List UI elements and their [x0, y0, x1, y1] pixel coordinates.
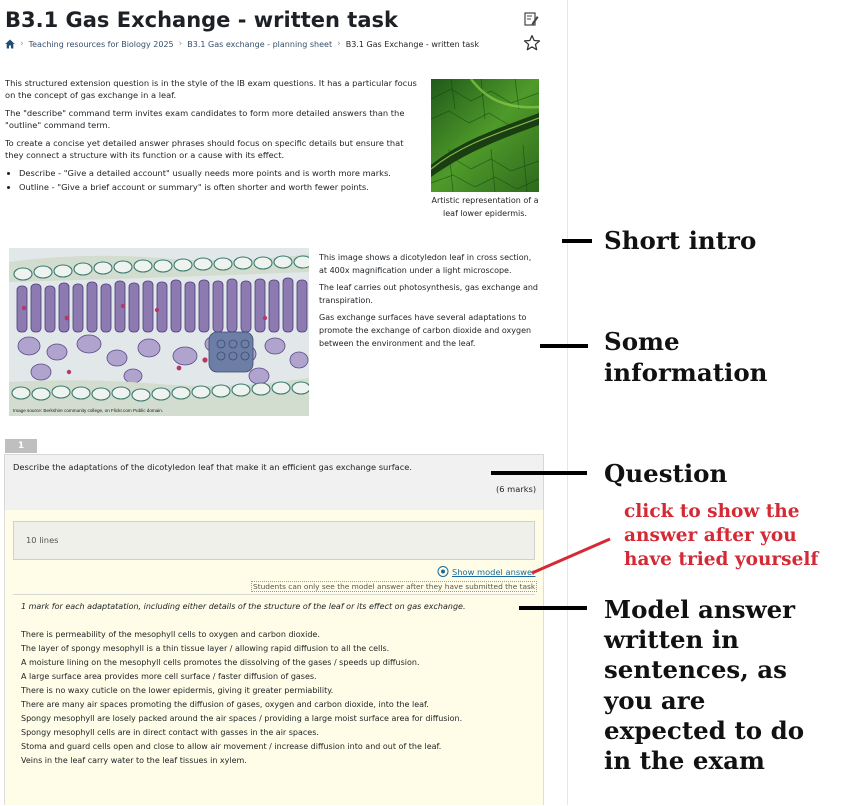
- annotation-question: Question: [604, 459, 728, 488]
- model-answer-line: Stoma and guard cells open and close to allow air movement / increase diffusion into and out of the leaf.: [21, 742, 442, 751]
- annotation-model-1: Model answer: [604, 595, 796, 624]
- annotation-info-line1: Some: [604, 327, 680, 356]
- answer-input[interactable]: [13, 521, 535, 560]
- model-answer-line: Veins in the leaf carry water to the leaf tissues in xylem.: [21, 756, 247, 765]
- command-term-list: [5, 167, 423, 193]
- info-paragraph: The leaf carries out photosynthesis, gas exchange and transpiration.: [319, 283, 538, 305]
- annotation-dash: [562, 239, 592, 243]
- intro-text: [5, 77, 423, 195]
- annotation-model-5: expected to do: [604, 716, 805, 745]
- annotation-dash: [491, 471, 587, 475]
- leaf-epidermis-image: [431, 79, 539, 192]
- annotation-dash: [540, 344, 588, 348]
- breadcrumb-current: B3.1 Gas Exchange - written task: [345, 39, 480, 49]
- image-credit: Image source: Berkshire community college, on Flickr.com Public domain.: [13, 408, 164, 413]
- annotation-arrow: [530, 536, 612, 576]
- show-model-answer-button[interactable]: [437, 566, 535, 577]
- question-marks: (6 marks): [496, 484, 537, 494]
- list-item: • Describe - "Give a detailed account" usually needs more points and is worth more marks.: [19, 167, 423, 179]
- answer-lines-label: 10 lines: [26, 535, 59, 545]
- model-answer-line: Spongy mesophyll are losely packed around the air spaces / providing a large moist surface area for diffusion.: [21, 714, 463, 723]
- star-icon[interactable]: [523, 34, 541, 52]
- question-text: Describe the adaptations of the dicotyledon leaf that make it an efficient gas exchange surface.: [13, 462, 413, 472]
- leaf-cross-section-image: [9, 248, 309, 416]
- intro-paragraph: The "describe" command term invites exam candidates to form more detailed answers than the "outline" command term.: [5, 108, 405, 130]
- model-answer-line: There is no waxy cuticle on the lower epidermis, giving it greater permiability.: [21, 686, 334, 695]
- image-caption: Artistic representation of a leaf lower epidermis.: [431, 196, 539, 218]
- list-item: • Outline - "Give a brief account or summary" is often shorter and worth fewer points.: [19, 181, 423, 193]
- annotation-model-4: you are: [604, 686, 706, 715]
- edit-icon[interactable]: [523, 11, 539, 27]
- model-answer-lines: [21, 628, 462, 768]
- intro-paragraph: This structured extension question is in the style of the IB exam questions. It has a particular focus on the concept of gas exchange in a leaf.: [5, 78, 417, 100]
- info-text: [319, 251, 539, 354]
- annotation-click-hint-2: answer after you: [624, 525, 797, 546]
- chevron-right-icon: ›: [178, 39, 183, 49]
- annotation-short-intro: Short intro: [604, 226, 757, 255]
- annotation-model-2: written in: [604, 625, 739, 654]
- eye-icon: [437, 566, 449, 577]
- annotation-click-hint-3: have tried yourself: [624, 549, 819, 570]
- column-divider: [567, 0, 568, 805]
- chevron-right-icon: ›: [337, 39, 341, 49]
- home-icon[interactable]: [5, 39, 15, 49]
- model-answer-line: Spongy mesophyll cells are in direct contact with gasses in the air spaces.: [21, 728, 319, 737]
- info-paragraph: Gas exchange surfaces have several adaptations to promote the exchange of carbon dioxide and oxygen between the environment and the leaf.: [319, 313, 532, 348]
- model-answer-line: A large surface area provides more cell surface / faster diffusion of gases.: [21, 672, 317, 681]
- question-number-tab: 1: [5, 439, 37, 453]
- annotation-click-hint-1: click to show the: [624, 501, 800, 522]
- breadcrumb: [5, 39, 479, 49]
- chevron-right-icon: ›: [20, 39, 24, 49]
- page-title: B3.1 Gas Exchange - written task: [5, 8, 398, 32]
- model-answer-line: A moisture lining on the mesophyll cells promotes the dissolving of the gases / speeds up diffusion.: [21, 658, 420, 667]
- model-answer-header: 1 mark for each adaptatation, including either details of the structure of the leaf or its effect on gas exchange.: [21, 602, 466, 611]
- annotation-model-3: sentences, as: [604, 655, 787, 684]
- annotation-model-6: in the exam: [604, 746, 765, 775]
- model-answer-note: Students can only see the model answer after they have submitted the task: [253, 582, 536, 591]
- info-paragraph: This image shows a dicotyledon leaf in cross section, at 400x magnification under a light microscope.: [319, 253, 532, 275]
- model-answer-line: There is permeability of the mesophyll cells to oxygen and carbon dioxide.: [21, 630, 320, 639]
- intro-paragraph: To create a concise yet detailed answer phrases should focus on specific details but ensure that they connect a structure with its function or a cause with its effect.: [5, 138, 404, 160]
- model-answer-line: There are many air spaces promoting the diffusion of gases, oxygen and carbon dioxide, into the leaf.: [21, 700, 429, 709]
- breadcrumb-link[interactable]: B3.1 Gas exchange - planning sheet: [187, 39, 333, 49]
- annotation-dash: [519, 606, 587, 610]
- show-model-answer-label: Show model answer: [452, 566, 536, 577]
- model-answer-line: The layer of spongy mesophyll is a thin tissue layer / allowing rapid diffusion to all the cells.: [21, 644, 390, 653]
- breadcrumb-link[interactable]: Teaching resources for Biology 2025: [28, 39, 174, 49]
- annotation-info-line2: information: [604, 358, 768, 387]
